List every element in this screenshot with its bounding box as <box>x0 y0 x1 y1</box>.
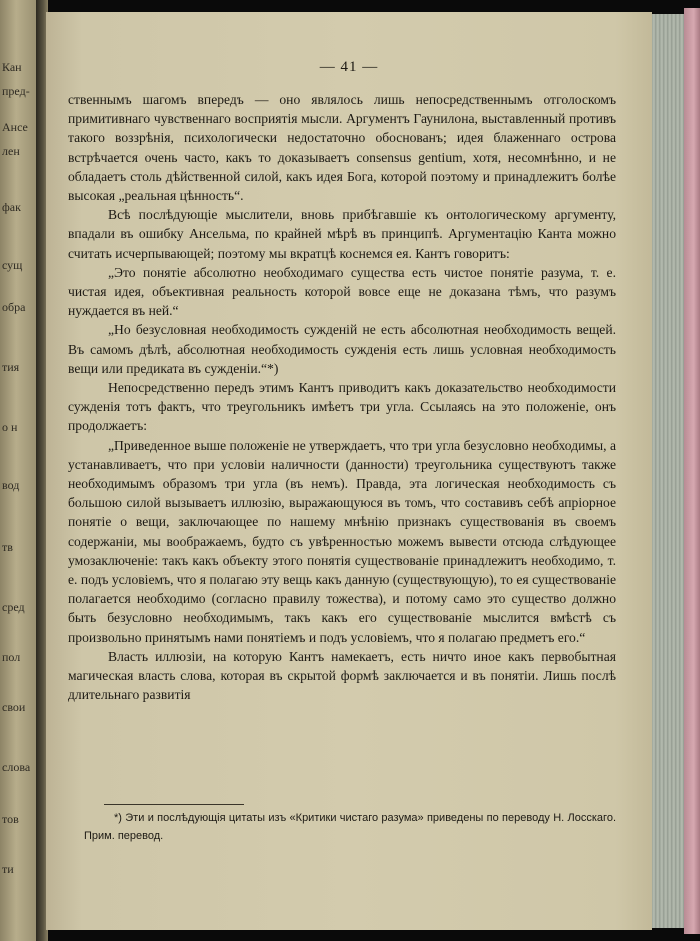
facing-page-fragment: Кан <box>2 60 22 74</box>
facing-page-fragment: пол <box>2 650 21 664</box>
page-block-edge <box>652 14 684 928</box>
facing-page-fragment: сущ <box>2 258 23 272</box>
paragraph: Всѣ послѣдующіе мыслители, вновь прибѣгавшіе къ онтологическому аргументу, впадали въ ошибку Ансельма, по крайней мѣрѣ въ принципѣ. Аргументацію Канта можно считать исчерпывающей; поэтому мы вкратцѣ коснемся ея. Кантъ говоритъ: <box>68 207 616 261</box>
facing-page-fragment: сред <box>2 600 25 614</box>
facing-page-fragment: вод <box>2 478 20 492</box>
facing-page-fragment: тия <box>2 360 20 374</box>
facing-page-fragment: о н <box>2 420 18 434</box>
facing-page-fragment: фак <box>2 200 21 214</box>
paragraph: Непосредственно передъ этимъ Кантъ приводитъ какъ доказательство необходимости сужденія тотъ фактъ, что треугольникъ имѣетъ три угла. Ссылаясь на это положеніе, онъ продолжаетъ: <box>68 380 616 434</box>
quote-paragraph: „Приведенное выше положеніе не утверждаетъ, что три угла безусловно необходимы, а устанавливаетъ, что при условіи наличности (данности) треугольника существуютъ также необходимымъ образомъ три угла (въ немъ). Правда, эта логическая необходимость съ большою силой вызываетъ иллюзію, выражающуюся въ томъ, что составивъ себѣ апріорное понятіе о вещи, заключающее по нашему мнѣнію признакъ существованія въ своемъ содержаніи, мы воображаемъ, будто съ увѣренностью можемъ вывести отсюда слѣдующее умозаключеніе: такъ какъ объекту этого понятія существованіе принадлежитъ необходимо, т. е. подъ условіемъ, что я полагаю эту вещь какъ данную (существующую), то ея существованіе полагается необходимо (согласно правилу тожества), и потому само это существо должно быть безусловно необходимымъ, такъ какъ его существованіе мыслится вмѣстѣ съ произвольно принятымъ нами понятіемъ и подъ условіемъ, что я полагаю предметъ его.“ <box>68 437 617 645</box>
footnote: *) Эти и послѣдующія цитаты изъ «Критики чистаго разума» приведены по переводу Н. Лосскаго. Прим. перевод. <box>84 812 616 842</box>
facing-page-edge <box>0 0 36 941</box>
facing-page-fragment: слова <box>2 760 31 774</box>
facing-page-fragment: пред- <box>2 84 30 98</box>
facing-page-fragment: тв <box>2 540 13 554</box>
paragraph: ственнымъ шагомъ впередъ — оно являлось лишь непосредственнымъ отголоскомъ примитивнаго чувственнаго восприятія мысли. Аргументъ Гаунилона, выставленный противъ такого воззрѣнія, психологически недостаточно обоснованъ; идея блаженнаго острова встрѣчается очень часто, какъ то доказываетъ consensus gentium, хотя, несомнѣнно, и не обладаетъ столь дѣйственной силой, какъ идея Бога, которой поэтому и принадлежитъ болѣе высокая „реальная цѣнность“. <box>68 92 616 204</box>
page-number: — 41 — <box>319 59 379 75</box>
footnote-divider <box>104 804 244 805</box>
quote-paragraph: „Это понятіе абсолютно необходимаго существа есть чистое понятіе разума, т. е. чистая идея, объективная реальность которой вовсе еще не доказана тѣмъ, что разумъ нуждается въ ней.“ <box>68 264 616 319</box>
facing-page-fragment: лен <box>2 144 20 158</box>
facing-page-fragment: Ансе <box>2 120 28 134</box>
quote-paragraph: „Но безусловная необходимость сужденій не есть абсолютная необходимость вещей. Въ самомъ дѣлѣ, абсолютная необходимость сужденія есть лишь условная необходимость вещи или предиката въ сужденіи.“*) <box>68 322 616 376</box>
facing-page-fragment: ти <box>2 862 14 876</box>
book-page <box>46 12 652 930</box>
facing-page-fragment: свои <box>2 700 26 714</box>
page-body <box>68 90 616 705</box>
facing-page-fragment: тов <box>2 812 19 826</box>
book-cover-edge <box>684 8 700 934</box>
facing-page-fragment: обра <box>2 300 26 314</box>
paragraph: Власть иллюзіи, на которую Кантъ намекаетъ, есть ничто иное какъ первобытная магическая власть слова, которая въ скрытой формѣ заключается и въ понятіи. Лишь послѣ длительнаго развитія <box>68 648 616 703</box>
